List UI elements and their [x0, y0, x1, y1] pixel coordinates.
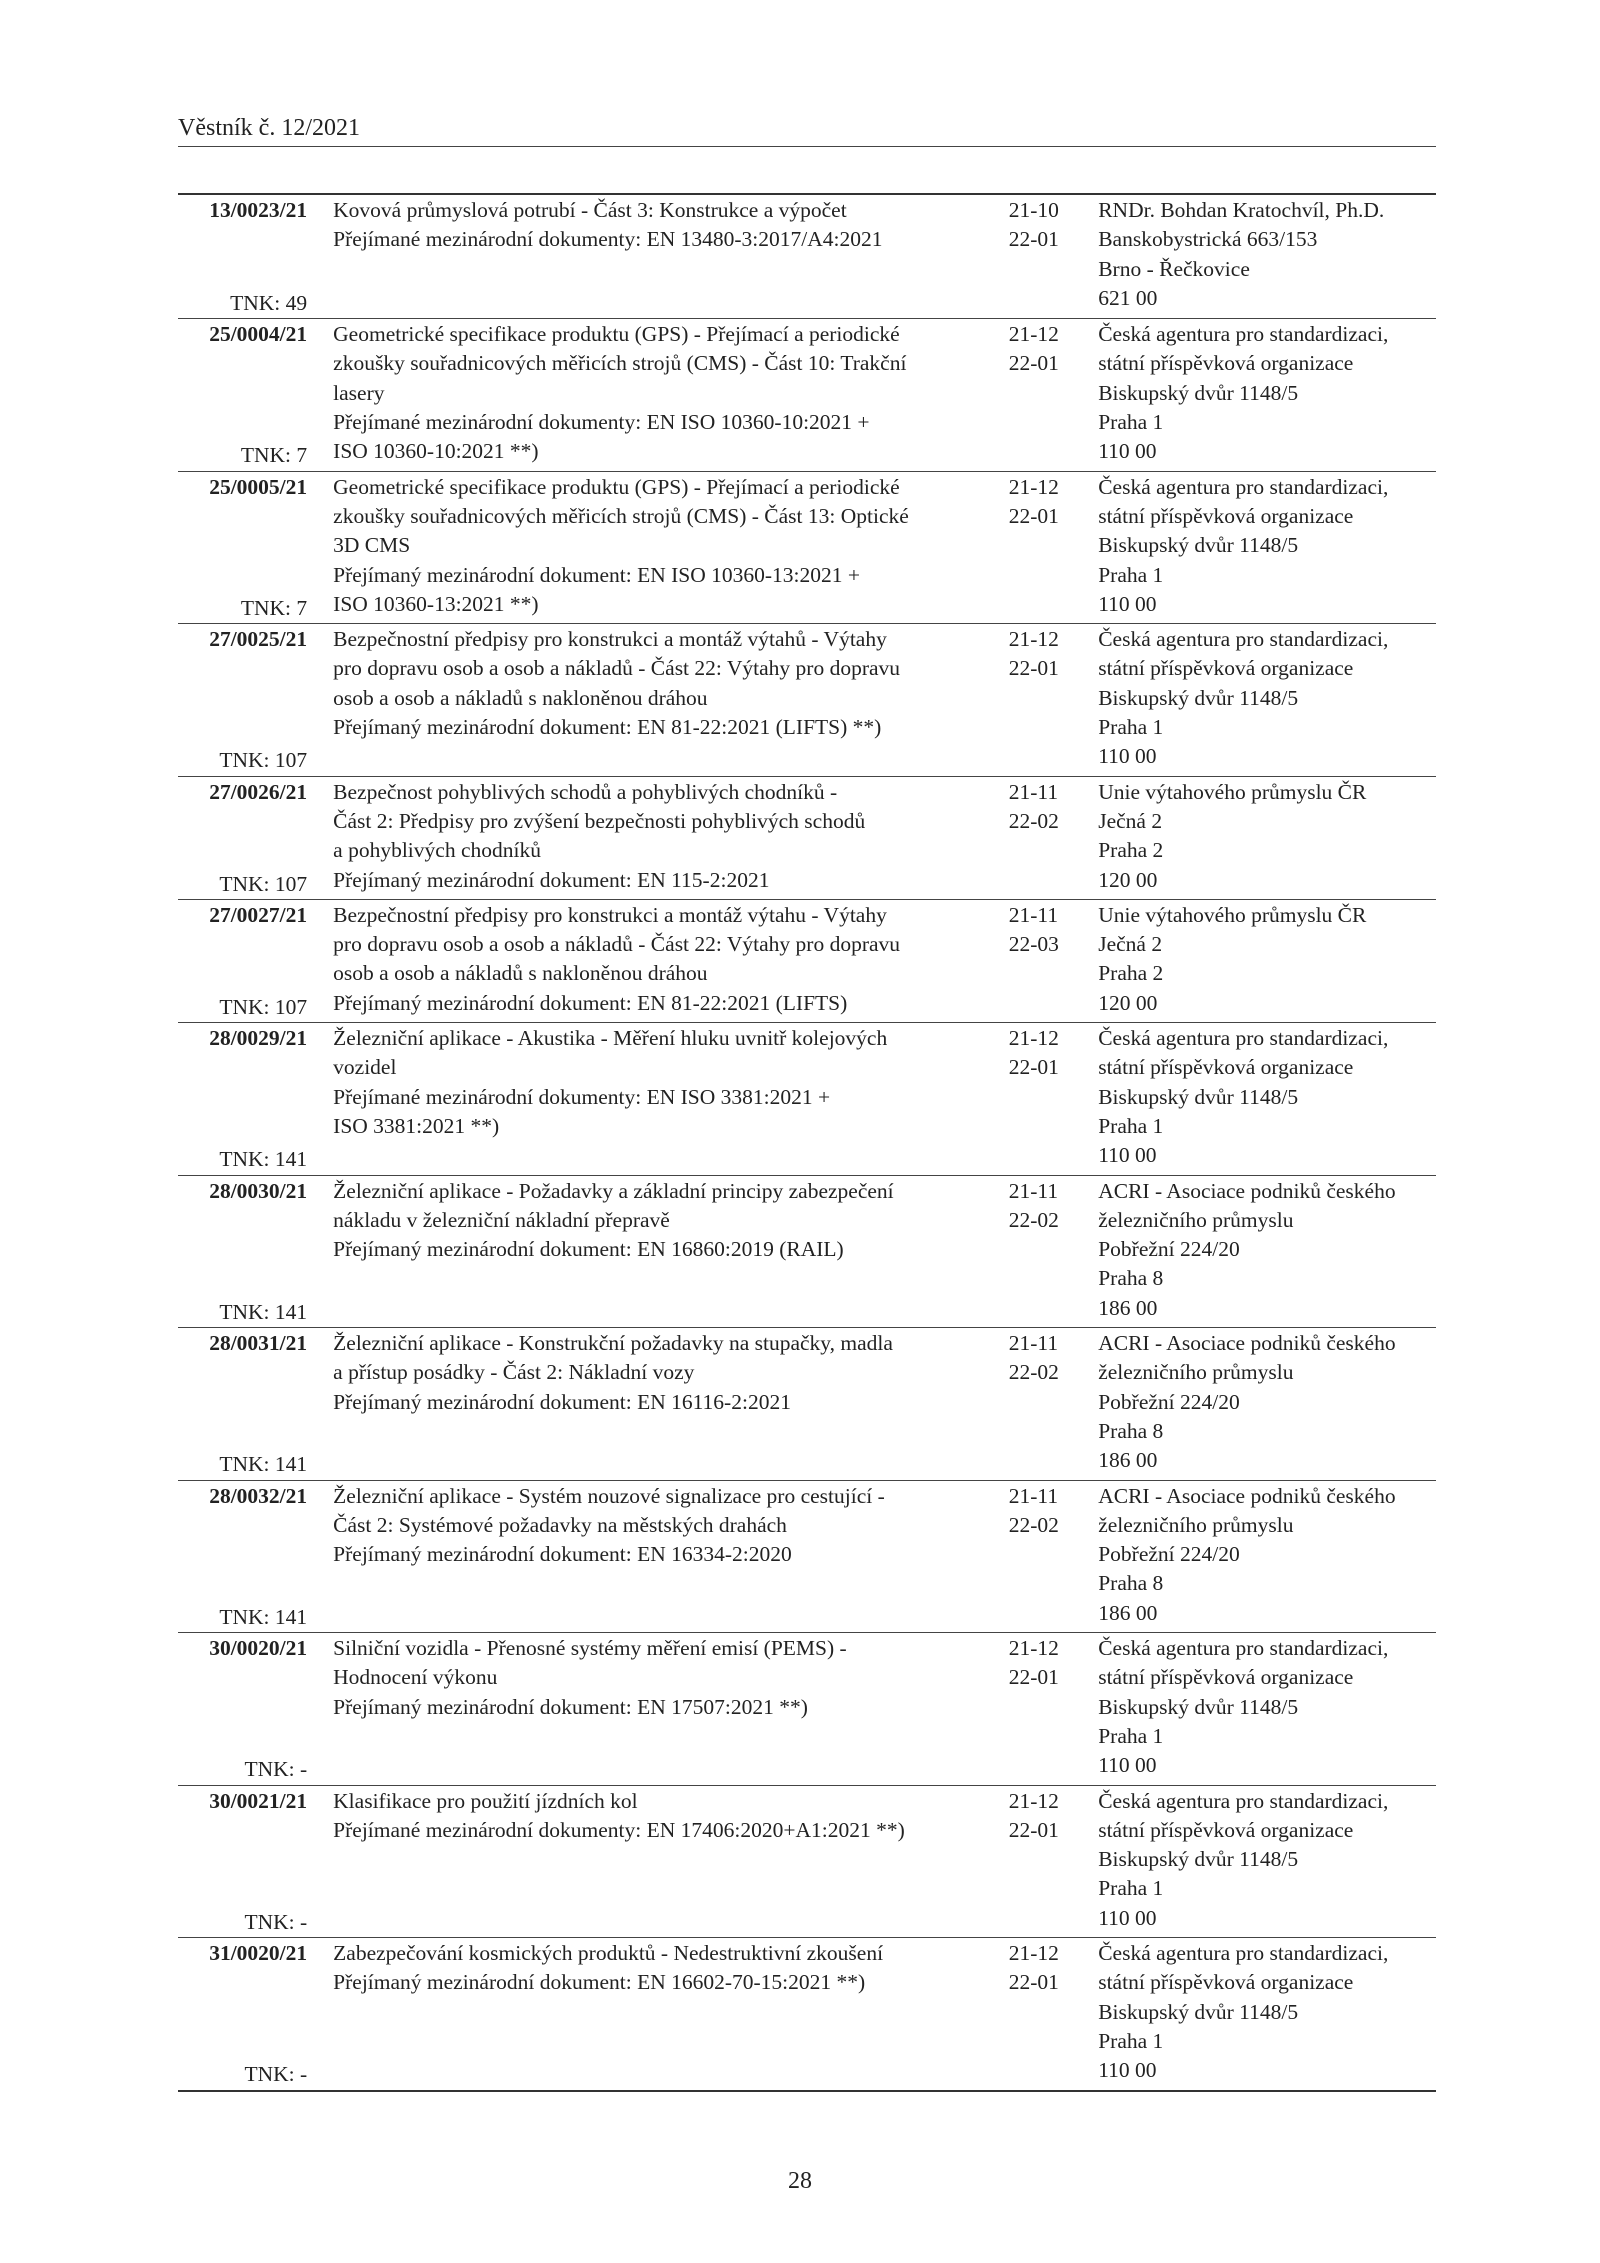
- standard-code: 25/0005/21: [209, 474, 308, 499]
- title-cell-line: a přístup posádky - Část 2: Nákladní vozy: [333, 1360, 695, 1385]
- dates-cell: [1009, 625, 1088, 776]
- dates-cell: [1009, 1482, 1088, 1633]
- dates-cell-line: 21-11: [1008, 1331, 1059, 1356]
- title-cell-line: Přejímaný mezinárodní dokument: EN 16602-70-15:2021 **): [333, 1970, 866, 1995]
- title-cell-line: nákladu v železniční nákladní přepravě: [333, 1207, 670, 1232]
- dates-cell-line: 22-03: [1008, 932, 1059, 957]
- title-cell-line: Přejímaný mezinárodní dokument: EN 81-22:2021 (LIFTS) **): [333, 715, 882, 740]
- dates-cell: [1009, 473, 1088, 624]
- address-cell-line: Praha 1: [1098, 1113, 1164, 1138]
- title-cell-line: zkoušky souřadnicových měřicích strojů (CMS) - Část 10: Trakční: [333, 351, 907, 376]
- address-cell-line: 120 00: [1098, 867, 1158, 892]
- address-cell-line: 110 00: [1098, 1905, 1157, 1930]
- address-cell-line: státní příspěvková organizace: [1098, 1970, 1354, 1995]
- address-cell: [1098, 320, 1436, 471]
- standard-code: 31/0020/21: [209, 1941, 308, 1966]
- address-cell: [1098, 1787, 1436, 1938]
- tnk-label: TNK: 49: [230, 290, 308, 315]
- table-row: [178, 318, 1436, 471]
- tnk-label: TNK: -: [244, 2062, 308, 2087]
- title-cell-line: ISO 3381:2021 **): [333, 1113, 500, 1138]
- title-cell-line: Část 2: Předpisy pro zvýšení bezpečnosti pohyblivých schodů: [333, 808, 866, 833]
- table-row: [178, 1175, 1436, 1328]
- title-cell: [333, 1634, 1009, 1785]
- address-cell-line: Česká agentura pro standardizaci,: [1098, 1788, 1389, 1813]
- address-cell-line: Praha 2: [1098, 961, 1164, 986]
- tnk-label: TNK: 7: [240, 595, 308, 620]
- address-cell-line: státní příspěvková organizace: [1098, 1665, 1354, 1690]
- title-cell-line: Přejímané mezinárodní dokumenty: EN ISO 3381:2021 +: [333, 1084, 831, 1109]
- dates-cell: [1009, 1634, 1088, 1785]
- table-row: [178, 1022, 1436, 1175]
- title-cell: [333, 901, 1009, 1022]
- address-cell-line: 110 00: [1098, 439, 1157, 464]
- address-cell-line: Praha 1: [1098, 562, 1164, 587]
- dates-cell: [1009, 1329, 1088, 1480]
- address-cell-line: 186 00: [1098, 1600, 1158, 1625]
- dates-cell-line: 21-12: [1008, 1788, 1059, 1813]
- address-cell-line: Praha 8: [1098, 1418, 1164, 1443]
- standard-code: 27/0027/21: [209, 902, 308, 927]
- tnk-label: TNK: -: [244, 1757, 308, 1782]
- dates-cell-line: 22-01: [1008, 1970, 1059, 1995]
- title-cell-line: Přejímané mezinárodní dokumenty: EN ISO 10360-10:2021 +: [333, 410, 870, 435]
- address-cell-line: Biskupský dvůr 1148/5: [1098, 1999, 1299, 2024]
- table-row: [178, 471, 1436, 624]
- dates-cell-line: 22-02: [1008, 808, 1059, 833]
- table-row: [178, 623, 1436, 776]
- address-cell: [1098, 1177, 1436, 1328]
- table-row: [178, 899, 1436, 1022]
- address-cell-line: 186 00: [1098, 1448, 1158, 1473]
- address-cell-line: 110 00: [1098, 1753, 1157, 1778]
- address-cell-line: železničního průmyslu: [1098, 1207, 1294, 1232]
- tnk-label: TNK: 107: [219, 994, 308, 1019]
- address-cell-line: Česká agentura pro standardizaci,: [1098, 1026, 1389, 1051]
- row-id-cell: [178, 1939, 307, 2090]
- title-cell-line: zkoušky souřadnicových měřicích strojů (CMS) - Část 13: Optické: [333, 503, 909, 528]
- address-cell-line: státní příspěvková organizace: [1098, 1055, 1354, 1080]
- row-id-cell: [178, 1634, 307, 1785]
- dates-cell-line: 21-12: [1008, 627, 1059, 652]
- dates-cell-line: 21-11: [1008, 1483, 1059, 1508]
- table-row: [178, 1785, 1436, 1938]
- row-id-cell: [178, 625, 307, 776]
- standard-code: 30/0020/21: [209, 1636, 308, 1661]
- title-cell-line: vozidel: [333, 1055, 397, 1080]
- dates-cell-line: 21-12: [1008, 474, 1059, 499]
- title-cell-line: Klasifikace pro použití jízdních kol: [333, 1788, 638, 1813]
- title-cell-line: osob a osob a nákladů s nakloněnou dráhou: [333, 685, 708, 710]
- address-cell-line: Biskupský dvůr 1148/5: [1098, 533, 1299, 558]
- address-cell-line: Pobřežní 224/20: [1098, 1389, 1240, 1414]
- address-cell-line: Biskupský dvůr 1148/5: [1098, 380, 1299, 405]
- address-cell-line: státní příspěvková organizace: [1098, 1817, 1354, 1842]
- dates-cell: [1009, 1787, 1088, 1938]
- title-cell-line: Železniční aplikace - Konstrukční požadavky na stupačky, madla: [333, 1331, 893, 1356]
- standard-code: 28/0030/21: [209, 1178, 308, 1203]
- title-cell: [333, 473, 1009, 624]
- title-cell-line: ISO 10360-13:2021 **): [333, 591, 539, 616]
- title-cell-line: Hodnocení výkonu: [333, 1665, 498, 1690]
- address-cell-line: 110 00: [1098, 2058, 1157, 2083]
- standard-code: 28/0031/21: [209, 1331, 308, 1356]
- dates-cell-line: 22-01: [1008, 503, 1059, 528]
- standards-table: [178, 193, 1436, 2092]
- dates-cell-line: 22-02: [1008, 1360, 1059, 1385]
- table-row: [178, 1937, 1436, 2090]
- table-row: [178, 1480, 1436, 1633]
- row-id-cell: [178, 1787, 307, 1938]
- dates-cell: [1009, 320, 1088, 471]
- address-cell-line: 110 00: [1098, 744, 1157, 769]
- standard-code: 27/0026/21: [209, 779, 308, 804]
- dates-cell: [1009, 1939, 1088, 2090]
- title-cell-line: pro dopravu osob a osob a nákladů - Část 22: Výtahy pro dopravu: [333, 656, 901, 681]
- address-cell-line: Česká agentura pro standardizaci,: [1098, 474, 1389, 499]
- address-cell-line: Banskobystrická 663/153: [1098, 227, 1318, 252]
- title-cell-line: a pohyblivých chodníků: [333, 838, 541, 863]
- bulletin-title: Věstník č. 12/2021: [178, 115, 360, 141]
- title-cell: [333, 1482, 1009, 1633]
- tnk-label: TNK: 7: [240, 443, 308, 468]
- dates-cell-line: 22-01: [1008, 1055, 1059, 1080]
- address-cell-line: železničního průmyslu: [1098, 1360, 1294, 1385]
- standard-code: 13/0023/21: [209, 198, 308, 222]
- address-cell-line: RNDr. Bohdan Kratochvíl, Ph.D.: [1098, 198, 1385, 222]
- dates-cell-line: 22-01: [1008, 656, 1059, 681]
- dates-cell-line: 21-12: [1008, 1941, 1059, 1966]
- address-cell-line: Biskupský dvůr 1148/5: [1098, 1084, 1299, 1109]
- dates-cell-line: 21-12: [1008, 322, 1059, 347]
- title-cell-line: Železniční aplikace - Akustika - Měření hluku uvnitř kolejových: [333, 1026, 888, 1051]
- address-cell-line: Ječná 2: [1098, 808, 1163, 833]
- address-cell-line: Praha 1: [1098, 1723, 1164, 1748]
- title-cell: [333, 196, 1009, 318]
- page-number: 28: [788, 2168, 812, 2194]
- dates-cell: [1009, 901, 1088, 1022]
- title-cell-line: Bezpečnostní předpisy pro konstrukci a montáž výtahů - Výtahy: [333, 627, 887, 652]
- title-cell-line: Přejímaný mezinárodní dokument: EN 16860:2019 (RAIL): [333, 1237, 844, 1262]
- title-cell-line: Bezpečnostní předpisy pro konstrukci a montáž výtahu - Výtahy: [333, 902, 887, 927]
- row-id-cell: [178, 1177, 307, 1328]
- address-cell-line: ACRI - Asociace podniků českého: [1098, 1178, 1396, 1203]
- title-cell: [333, 320, 1009, 471]
- title-cell-line: Část 2: Systémové požadavky na městských drahách: [333, 1512, 787, 1537]
- title-cell-line: Kovová průmyslová potrubí - Část 3: Konstrukce a výpočet: [333, 198, 847, 222]
- dates-cell-line: 22-02: [1008, 1207, 1059, 1232]
- title-cell: [333, 778, 1009, 899]
- title-cell-line: Zabezpečování kosmických produktů - Nedestruktivní zkoušení: [333, 1941, 884, 1966]
- dates-cell-line: 21-11: [1008, 1178, 1059, 1203]
- standard-code: 28/0029/21: [209, 1026, 308, 1051]
- address-cell-line: Unie výtahového průmyslu ČR: [1098, 779, 1367, 804]
- address-cell-line: Pobřežní 224/20: [1098, 1237, 1240, 1262]
- title-cell-line: osob a osob a nákladů s nakloněnou dráhou: [333, 961, 708, 986]
- address-cell-line: Biskupský dvůr 1148/5: [1098, 685, 1299, 710]
- dates-cell: [1009, 196, 1088, 318]
- dates-cell-line: 21-12: [1008, 1636, 1059, 1661]
- dates-cell-line: 21-12: [1008, 1026, 1059, 1051]
- dates-cell: [1009, 778, 1088, 899]
- table-row: [178, 776, 1436, 899]
- table-row: [178, 1632, 1436, 1785]
- row-id-cell: [178, 1482, 307, 1633]
- title-cell-line: lasery: [333, 380, 385, 405]
- dates-cell-line: 21-11: [1008, 779, 1059, 804]
- dates-cell: [1009, 1024, 1088, 1175]
- title-cell: [333, 1329, 1009, 1480]
- title-cell-line: Přejímaný mezinárodní dokument: EN 115-2:2021: [333, 867, 770, 892]
- address-cell-line: Pobřežní 224/20: [1098, 1542, 1240, 1567]
- tnk-label: TNK: 141: [219, 1604, 308, 1629]
- title-cell: [333, 1177, 1009, 1328]
- title-cell-line: Železniční aplikace - Systém nouzové signalizace pro cestující -: [333, 1483, 885, 1508]
- address-cell: [1098, 196, 1436, 318]
- title-cell-line: Přejímaný mezinárodní dokument: EN 17507:2021 **): [333, 1694, 808, 1719]
- address-cell: [1098, 778, 1436, 899]
- title-cell-line: 3D CMS: [333, 533, 411, 558]
- dates-cell-line: 22-02: [1008, 1512, 1059, 1537]
- title-cell-line: Bezpečnost pohyblivých schodů a pohyblivých chodníků -: [333, 779, 838, 804]
- address-cell: [1098, 1329, 1436, 1480]
- dates-cell: [1009, 1177, 1088, 1328]
- standard-code: 27/0025/21: [209, 627, 308, 652]
- title-cell-line: ISO 10360-10:2021 **): [333, 439, 539, 464]
- title-cell-line: Geometrické specifikace produktu (GPS) - Přejímací a periodické: [333, 474, 900, 499]
- tnk-label: TNK: 141: [219, 1452, 308, 1477]
- address-cell-line: Praha 1: [1098, 715, 1164, 740]
- standard-code: 28/0032/21: [209, 1483, 308, 1508]
- title-cell-line: Geometrické specifikace produktu (GPS) - Přejímací a periodické: [333, 322, 900, 347]
- address-cell-line: Praha 8: [1098, 1266, 1164, 1291]
- tnk-label: TNK: 141: [219, 1147, 308, 1172]
- address-cell-line: 186 00: [1098, 1295, 1158, 1320]
- dates-cell-line: 22-01: [1008, 1817, 1059, 1842]
- title-cell-line: Přejímané mezinárodní dokumenty: EN 17406:2020+A1:2021 **): [333, 1817, 905, 1842]
- address-cell-line: železničního průmyslu: [1098, 1512, 1294, 1537]
- row-id-cell: [178, 196, 307, 318]
- address-cell-line: státní příspěvková organizace: [1098, 503, 1354, 528]
- address-cell-line: Česká agentura pro standardizaci,: [1098, 627, 1389, 652]
- row-id-cell: [178, 473, 307, 624]
- title-cell-line: Přejímaný mezinárodní dokument: EN ISO 10360-13:2021 +: [333, 562, 861, 587]
- address-cell-line: Česká agentura pro standardizaci,: [1098, 1941, 1389, 1966]
- address-cell-line: Biskupský dvůr 1148/5: [1098, 1694, 1299, 1719]
- dates-cell-line: 21-10: [1008, 198, 1059, 222]
- title-cell-line: Přejímaný mezinárodní dokument: EN 16334-2:2020: [333, 1542, 792, 1567]
- title-cell-line: Přejímaný mezinárodní dokument: EN 81-22:2021 (LIFTS): [333, 990, 848, 1015]
- title-cell-line: Přejímané mezinárodní dokumenty: EN 13480-3:2017/A4:2021: [333, 227, 883, 252]
- row-id-cell: [178, 778, 307, 899]
- row-id-cell: [178, 1329, 307, 1480]
- address-cell-line: Ječná 2: [1098, 932, 1163, 957]
- address-cell-line: státní příspěvková organizace: [1098, 351, 1354, 376]
- address-cell-line: Česká agentura pro standardizaci,: [1098, 1636, 1389, 1661]
- address-cell: [1098, 625, 1436, 776]
- dates-cell-line: 22-01: [1008, 227, 1059, 252]
- standard-code: 25/0004/21: [209, 322, 308, 347]
- address-cell: [1098, 1634, 1436, 1785]
- address-cell-line: Praha 1: [1098, 2028, 1164, 2053]
- title-cell-line: Přejímaný mezinárodní dokument: EN 16116-2:2021: [333, 1389, 791, 1414]
- tnk-label: TNK: -: [244, 1909, 308, 1934]
- tnk-label: TNK: 141: [219, 1299, 308, 1324]
- address-cell: [1098, 1939, 1436, 2090]
- address-cell-line: Česká agentura pro standardizaci,: [1098, 322, 1389, 347]
- table-row: [178, 195, 1436, 318]
- address-cell-line: 120 00: [1098, 990, 1158, 1015]
- table-row: [178, 1327, 1436, 1480]
- address-cell-line: Praha 1: [1098, 410, 1164, 435]
- address-cell-line: Unie výtahového průmyslu ČR: [1098, 902, 1367, 927]
- address-cell-line: Praha 1: [1098, 1876, 1164, 1901]
- address-cell: [1098, 473, 1436, 624]
- address-cell-line: Praha 8: [1098, 1571, 1164, 1596]
- standard-code: 30/0021/21: [209, 1788, 308, 1813]
- title-cell-line: Železniční aplikace - Požadavky a základní principy zabezpečení: [333, 1178, 894, 1203]
- dates-cell-line: 22-01: [1008, 1665, 1059, 1690]
- address-cell-line: 110 00: [1098, 591, 1157, 616]
- title-cell: [333, 1024, 1009, 1175]
- address-cell-line: ACRI - Asociace podniků českého: [1098, 1331, 1396, 1356]
- title-cell-line: pro dopravu osob a osob a nákladů - Část 22: Výtahy pro dopravu: [333, 932, 901, 957]
- address-cell: [1098, 901, 1436, 1022]
- address-cell-line: Praha 2: [1098, 838, 1164, 863]
- address-cell-line: 621 00: [1098, 285, 1158, 310]
- address-cell: [1098, 1024, 1436, 1175]
- address-cell-line: státní příspěvková organizace: [1098, 656, 1354, 681]
- title-cell: [333, 625, 1009, 776]
- row-id-cell: [178, 320, 307, 471]
- dates-cell-line: 22-01: [1008, 351, 1059, 376]
- address-cell-line: 110 00: [1098, 1143, 1157, 1168]
- row-id-cell: [178, 1024, 307, 1175]
- title-cell-line: Silniční vozidla - Přenosné systémy měření emisí (PEMS) -: [333, 1636, 847, 1661]
- page-header: [178, 112, 1436, 147]
- address-cell-line: ACRI - Asociace podniků českého: [1098, 1483, 1396, 1508]
- title-cell: [333, 1939, 1009, 2090]
- title-cell: [333, 1787, 1009, 1938]
- address-cell-line: Biskupský dvůr 1148/5: [1098, 1847, 1299, 1872]
- row-id-cell: [178, 901, 307, 1022]
- tnk-label: TNK: 107: [219, 748, 308, 773]
- tnk-label: TNK: 107: [219, 871, 308, 896]
- address-cell: [1098, 1482, 1436, 1633]
- address-cell-line: Brno - Řečkovice: [1098, 256, 1250, 281]
- dates-cell-line: 21-11: [1008, 902, 1059, 927]
